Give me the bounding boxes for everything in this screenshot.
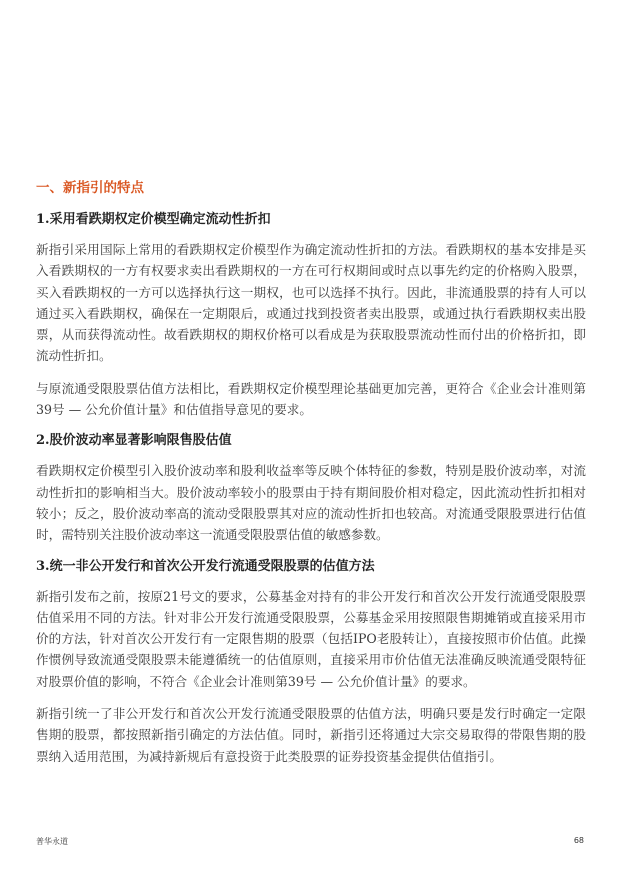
page-number: 68 bbox=[573, 836, 584, 845]
footer-brand: 普华永道 bbox=[36, 837, 68, 846]
sub-heading-1: 1.采用看跌期权定价模型确定流动性折扣 bbox=[36, 212, 271, 227]
sub-heading-2: 2.股价波动率显著影响限售股估值 bbox=[36, 433, 232, 449]
paragraph: 新指引发布之前，按原21号文的要求，公募基金对持有的非公开发行和首次公开发行流通受限股票估值采用不同的方法。针对非公开发行流通受限股票，公募基金采用按照限售期摊销或直接采用市价的方法，针对首次公开发行有一定限售期的股票（包括IPO老股转让），直接按照市价估值。此操作惯例导致流通受限股票未能遵循统一的估值原则，直接采用市价估值无法准确反映流通受限特征对股票价值的影响，不符合《企业会计准则第39号 — 公允价值计量》的要求。 bbox=[36, 588, 586, 689]
paragraph: 新指引采用国际上常用的看跌期权定价模型作为确定流动性折扣的方法。看跌期权的基本安排是买入看跌期权的一方有权要求卖出看跌期权的一方在可行权期间或时点以事先约定的价格购入股票，买入看跌期权的一方可以选择执行这一期权，也可以选择不执行。因此，非流通股票的持有人可以通过买入看跌期权，确保在一定期限后，或通过找到投资者卖出股票，或通过执行看跌期权卖出股票，从而获得流动性。故看跌期权的期权价格可以看成是为获取股票流动性而付出的价格折扣，即流动性折扣。 bbox=[36, 242, 586, 364]
section-title: 一、新指引的特点 bbox=[36, 180, 144, 196]
paragraph: 新指引统一了非公开发行和首次公开发行流通受限股票的估值方法，明确只要是发行时确定一定限售期的股票，都按照新指引确定的方法估值。同时，新指引还将通过大宗交易取得的带限售期的股票纳入适用范围，为减持新规后有意投资于此类股票的证券投资基金提供估值指引。 bbox=[36, 706, 586, 764]
paragraph: 与原流通受限股票估值方法相比，看跌期权定价模型理论基础更加完善，更符合《企业会计准则第39号 — 公允价值计量》和估值指导意见的要求。 bbox=[36, 380, 586, 418]
sub-heading-3: 3.统一非公开发行和首次公开发行流通受限股票的估值方法 bbox=[36, 558, 375, 574]
paragraph: 看跌期权定价模型引入股价波动率和股利收益率等反映个体特征的参数，特别是股价波动率，对流动性折扣的影响相当大。股价波动率较小的股票由于持有期间股价相对稳定，因此流动性折扣相对较小；反之，股价波动率高的流动受限股票其对应的流动性折扣也较高。对流通受限股票进行估值时，需特别关注股价波动率这一流通受限股票估值的敏感参数。 bbox=[36, 463, 586, 543]
document-body bbox=[36, 178, 586, 778]
